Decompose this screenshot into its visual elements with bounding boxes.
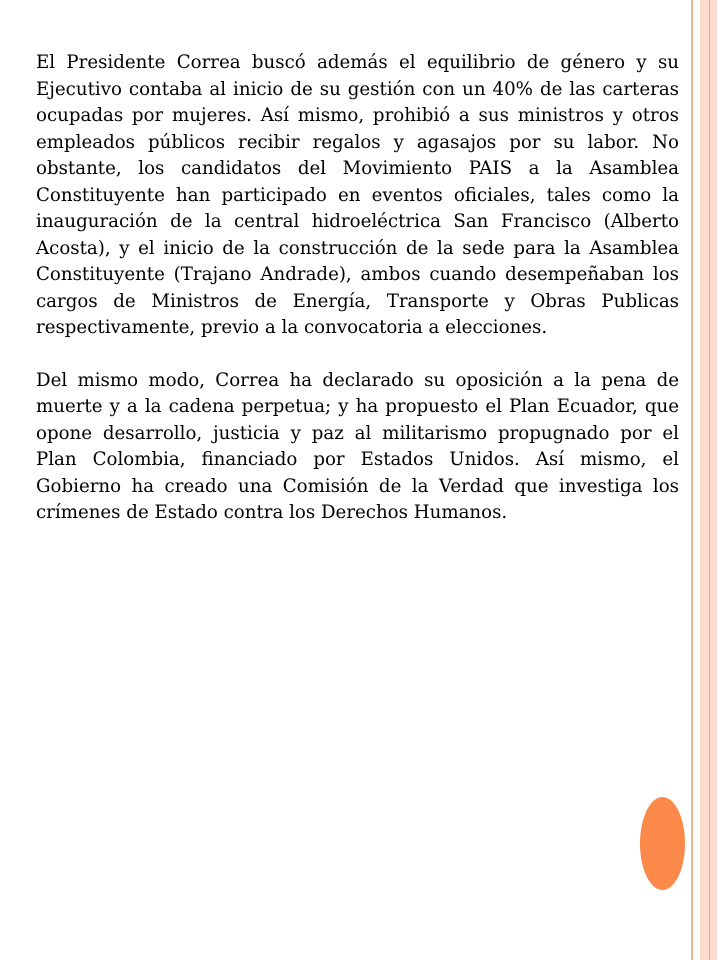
right-border-center-line	[709, 0, 710, 960]
paragraph-2: Del mismo modo, Correa ha declarado su oposición a la pena de muerte y a la cadena perpetua; y ha propuesto el Plan Ecuador, que opone desarrollo, justicia y paz al militarismo propugnado por el Plan Colombia, financiado por Estados Unidos. Así mismo, el Gobierno ha creado una Comisión de la Verdad que investiga los crímenes de Estado contra los Derechos Humanos.	[36, 369, 679, 523]
decorative-orange-oval	[640, 797, 685, 890]
right-border-thin-stripe	[691, 0, 693, 960]
text-body	[36, 50, 679, 553]
paragraph-1: El Presidente Correa buscó además el equilibrio de género y su Ejecutivo contaba al inicio de su gestión con un 40% de las carteras ocupadas por mujeres. Así mismo, prohibió a sus ministros y otros empleados públicos recibir regalos y agasajos por su labor. No obstante, los candidatos del Movimiento PAIS a la Asamblea Constituyente han participado en eventos oficiales, tales como la inauguración de la central hidroeléctrica San Francisco (Alberto Acosta), y el inicio de la construcción de la sede para la Asamblea Constituyente (Trajano Andrade), ambos cuando desempeñaban los cargos de Ministros de Energía, Transporte y Obras Publicas respectivamente, previo a la convocatoria a elecciones.	[36, 52, 679, 338]
